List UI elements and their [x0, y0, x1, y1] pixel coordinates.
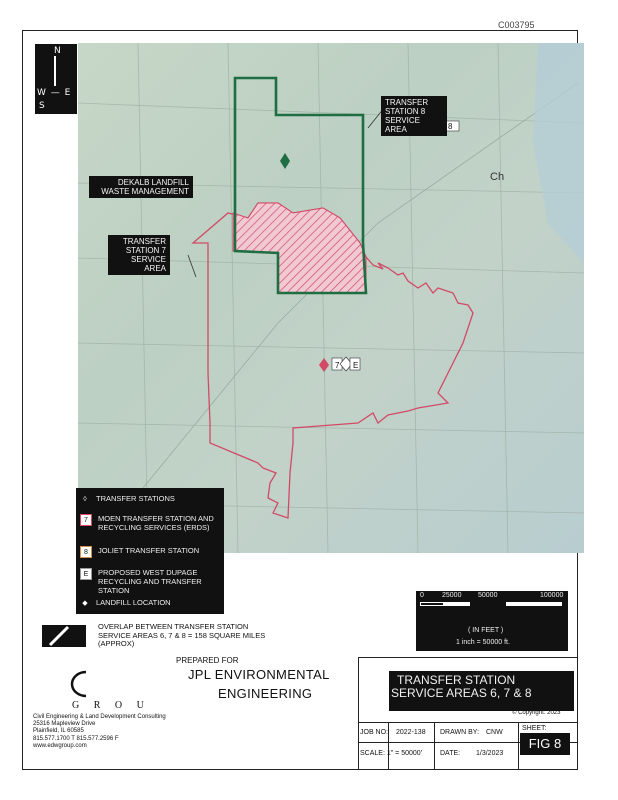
overlap-area: [233, 203, 366, 293]
legend-item: [80, 514, 216, 532]
dekalb-landfill-marker: [280, 153, 290, 169]
ts7-area-label: TRANSFER STATION 7 SERVICE AREA: [108, 235, 170, 275]
title-line: SERVICE AREAS 6, 7 & 8: [391, 686, 532, 700]
job-no-label: JOB NO:: [360, 729, 389, 736]
drawn-by: CNW: [486, 729, 503, 736]
overlap-note: OVERLAP BETWEEN TRANSFER STATION SERVICE AREAS 6, 7 & 8 = 158 SQUARE MILES (APPROX): [98, 622, 266, 648]
ts8-area-label: TRANSFER STATION 8 SERVICE AREA: [381, 96, 447, 136]
legend-item: [80, 494, 175, 504]
address-line: 815.577.1700 T 815.577.2596 F: [33, 735, 119, 742]
north-label: N: [54, 46, 61, 56]
west-east-label: W — E: [37, 88, 72, 98]
south-label: S: [39, 101, 45, 111]
map-legend: [76, 488, 224, 614]
scale-bar-graphic: [420, 602, 562, 606]
landfill-marker-2: [319, 358, 329, 372]
legend-item: [80, 598, 171, 608]
overlap-hatch-symbol: [42, 625, 86, 647]
city-label-chicago: Ch: [490, 171, 505, 183]
legend-item: [80, 568, 216, 595]
address-line: Civil Engineering & Land Development Consulting: [33, 714, 166, 720]
legend-label: PROPOSED WEST DUPAGE RECYCLING AND TRANSFER STATION: [98, 568, 202, 595]
legend-symbol-8: 8: [80, 546, 92, 558]
address-line: Plainfield, IL 60585: [33, 728, 84, 735]
scale-tick: 0: [420, 592, 424, 599]
marker-e-text: E: [353, 361, 359, 370]
company-address: [33, 714, 166, 750]
north-arrow-icon: [54, 56, 56, 86]
address-line: www.edwgroup.com: [33, 742, 87, 749]
title-line: TRANSFER STATION: [397, 673, 516, 687]
scale-label: SCALE: 1" = 50000': [360, 750, 423, 757]
address-line: 25316 Mapleview Drive: [33, 721, 96, 728]
dekalb-landfill-label: DEKALB LANDFILL WASTE MANAGEMENT: [89, 176, 193, 198]
figure-number: FIG 8: [520, 733, 570, 755]
ts7-leader: [188, 255, 196, 277]
diamond-outline-icon: ◊: [83, 495, 87, 503]
company-name: G R O U: [72, 700, 150, 711]
job-no: 2022-138: [396, 729, 426, 736]
date: 1/3/2023: [476, 750, 504, 757]
client-name-line2: ENGINEERING: [218, 686, 313, 701]
legend-symbol-e: E: [80, 568, 92, 580]
marker-7-text: 7: [335, 361, 340, 370]
drawn-by-label: DRAWN BY:: [440, 729, 480, 736]
marker-8-text: 8: [448, 122, 453, 131]
sheet-label: SHEET:: [522, 725, 547, 732]
scale-tick: 25000: [442, 592, 462, 599]
scale-unit: ( IN FEET ): [468, 627, 504, 634]
north-arrow: [35, 44, 77, 114]
map-area: [78, 43, 584, 553]
map-canvas: [78, 43, 584, 553]
scale-bar: [416, 591, 568, 651]
prepared-for-label: PREPARED FOR: [176, 656, 239, 665]
road-network: [78, 43, 584, 553]
scale-tick: 50000: [478, 592, 498, 599]
legend-item: [80, 546, 199, 558]
legend-label: TRANSFER STATIONS: [96, 494, 175, 503]
legend-symbol-7: 7: [80, 514, 92, 526]
copyright: © Copyright: 2023: [512, 710, 561, 716]
company-logo: [56, 668, 116, 698]
date-label: DATE:: [440, 750, 461, 757]
client-name-line1: JPL ENVIRONMENTAL: [188, 667, 330, 682]
legend-label: LANDFILL LOCATION: [96, 598, 171, 607]
drawing-title: [389, 671, 574, 711]
diamond-filled-icon: ◆: [82, 600, 88, 607]
legend-label: JOLIET TRANSFER STATION: [98, 546, 200, 555]
legend-label: MOEN TRANSFER STATION AND RECYCLING SERVICES (ERDS): [98, 514, 214, 532]
document-number: C003795: [498, 20, 535, 30]
scale-tick: 100000: [540, 592, 564, 599]
lake-michigan: [533, 43, 584, 263]
scale-ratio: 1 inch = 50000 ft.: [456, 639, 510, 646]
